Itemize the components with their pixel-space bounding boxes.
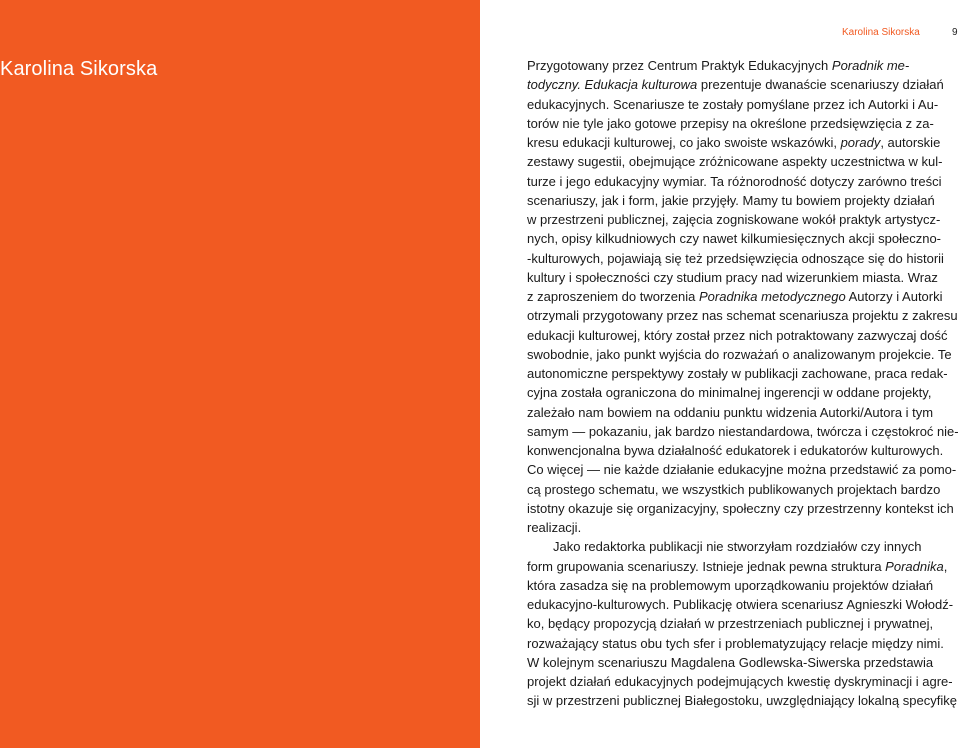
text-line (527, 172, 959, 191)
text-line (527, 441, 959, 460)
text-line (527, 345, 959, 364)
text-segment: edukacyjno-kulturowych. Publikację otwiera scenariusz Agnieszki Wołodź- (527, 597, 954, 612)
text-line (527, 152, 959, 171)
text-segment: torów nie tyle jako gotowe przepisy na określone przedsięwzięcia z za- (527, 115, 934, 131)
text-segment: kultury i społeczności czy studium pracy nad wizerunkiem miasta. Wraz (527, 269, 938, 285)
text-segment: -kulturowych, pojawiają się też przedsięwzięcia odnoszące się do historii (527, 250, 944, 266)
italic-text-segment: todyczny. Edukacja kulturowa (527, 77, 698, 93)
text-line (527, 537, 959, 556)
chapter-author-title: Karolina Sikorska (0, 58, 158, 80)
text-segment: zestawy sugestii, obejmujące zróżnicowane aspekty uczestnictwa w kul- (527, 154, 943, 170)
text-segment: prezentuje dwanaście scenariuszy działań (697, 77, 944, 93)
page-number: 9 (952, 27, 958, 38)
text-line (527, 557, 959, 576)
text-line (527, 326, 959, 345)
text-segment: rozważający status obu tych sfer i problematyzujący relacje między nimi. (527, 635, 944, 651)
text-segment: scenariuszy, jak i form, jakie przyjęły. Mamy tu bowiem projekty działań (527, 192, 935, 208)
text-segment: konwencjonalna bywa działalność edukatorek i edukatorów kulturowych. (527, 443, 944, 458)
text-segment: zależało nam bowiem na oddaniu punktu widzenia Autorki/Autora i tym (527, 404, 934, 420)
text-line (527, 595, 959, 614)
text-segment: otrzymali przygotowany przez nas schemat scenariusza projektu z zakresu (527, 308, 958, 324)
text-line (527, 403, 959, 422)
text-segment: nych, opisy kilkudniowych czy nawet kilkumiesięcznych akcji społeczno- (527, 231, 942, 247)
text-segment: edukacji kulturowej, który został przez nich potraktowany zazwyczaj dość (527, 327, 948, 343)
italic-text-segment: porady (840, 135, 881, 150)
text-segment: Co więcej — nie każde działanie edukacyjne można przedstawić za pomo- (527, 462, 957, 478)
text-segment: Jako redaktorka publikacji nie stworzyłam rozdziałów czy innych (527, 539, 922, 555)
text-line (527, 614, 959, 633)
text-line (527, 672, 959, 691)
text-segment: realizacji. (527, 520, 582, 535)
text-segment: cą prostego schematu, we wszystkich publikowanych projektach bardzo (527, 481, 941, 497)
text-line (527, 422, 957, 441)
text-line (527, 653, 959, 672)
text-segment: , autorskie (880, 135, 941, 150)
text-segment: autonomiczne perspektywy zostały w publikacji zachowane, praca redak- (527, 366, 948, 381)
text-segment: Autorzy i Autorki (845, 289, 943, 304)
text-line (527, 268, 959, 287)
running-head: Karolina Sikorska (842, 27, 920, 38)
text-segment: swobodnie, jako punkt wyjścia do rozważań o analizowanym projekcie. Te (527, 346, 952, 362)
text-line (527, 499, 959, 518)
text-segment: sji w przestrzeni publicznej Białegostoku, uwzględniający lokalną specyfikę (527, 693, 957, 709)
text-segment: kresu edukacji kulturowej, co jako swoiste wskazówki, (527, 135, 841, 150)
text-segment: istotny okazuje się organizacyjny, społeczny czy przestrzenny kontekst ich (527, 500, 954, 516)
text-line (527, 460, 959, 479)
text-segment: projekt działań edukacyjnych podejmujących kwestię dyskryminacji i agre- (527, 674, 953, 689)
text-line (527, 306, 959, 325)
text-segment: która zasadza się na problemowym uporządkowaniu projektów działań (527, 577, 934, 593)
text-line (527, 75, 959, 94)
right-page (480, 0, 960, 748)
text-line (527, 364, 959, 383)
text-segment: edukacyjnych. Scenariusze te zostały pomyślane przez ich Autorki i Au- (527, 96, 939, 112)
text-segment: , (943, 558, 948, 574)
text-line (527, 191, 959, 210)
text-line (527, 480, 959, 499)
italic-text-segment: Poradnika (885, 558, 944, 574)
italic-text-segment: Poradnika metodycznego (698, 289, 846, 304)
text-line (527, 383, 959, 402)
text-line (527, 133, 959, 152)
text-line (527, 249, 959, 268)
text-segment: cyjna została ograniczona do minimalnej ingerencji w oddane projekty, (527, 385, 932, 401)
text-line (527, 56, 959, 75)
text-line (527, 691, 959, 710)
text-segment: w przestrzeni publicznej, zajęcia zogniskowane wokół praktyk artystycz- (527, 212, 941, 227)
text-line (527, 287, 959, 306)
text-segment: ko, będący propozycją działań w przestrzeniach publicznej i prywatnej, (527, 616, 934, 632)
text-line (527, 576, 959, 595)
body-text (527, 56, 959, 711)
text-line (527, 229, 959, 248)
italic-text-segment: Poradnik me- (831, 58, 910, 73)
text-line (527, 95, 959, 114)
text-segment: form grupowania scenariuszy. Istnieje jednak pewna struktura (527, 558, 886, 574)
text-line (527, 114, 959, 133)
text-segment: turze i jego edukacyjny wymiar. Ta różnorodność dotyczy zarówno treści (527, 173, 942, 189)
text-line (527, 518, 959, 537)
text-segment: samym — pokazaniu, jak bardzo niestandardowa, twórcza i częstokroć nie- (527, 423, 959, 439)
text-segment: Przygotowany przez Centrum Praktyk Edukacyjnych (527, 58, 832, 73)
text-segment: W kolejnym scenariuszu Magdalena Godlewska-Siwerska przedstawia (527, 654, 934, 670)
text-line (527, 634, 959, 653)
text-line (527, 210, 959, 229)
text-segment: z zaproszeniem do tworzenia (527, 289, 699, 304)
